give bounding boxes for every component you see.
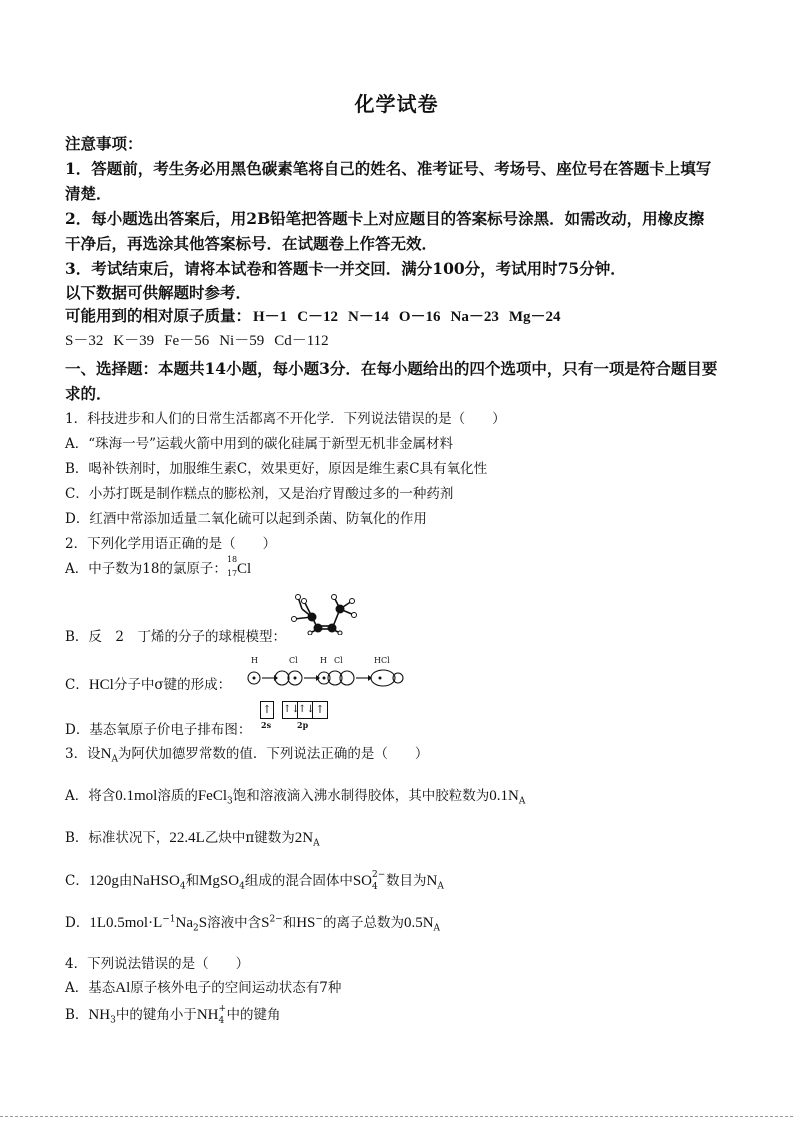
- quantity: 22.4L: [169, 830, 205, 846]
- subscript: A: [437, 881, 444, 892]
- atomic-mass: Fe－56: [164, 333, 210, 349]
- atom-label: Cl: [334, 656, 343, 665]
- text: A．基态: [65, 980, 116, 996]
- stem-text: 3．设: [65, 746, 101, 762]
- question-4-option-b: [65, 1003, 281, 1026]
- subscript: 4: [239, 881, 245, 892]
- formula: S: [261, 915, 270, 931]
- note-line: 2．每小题选出答案后，用2B铅笔把答题卡上对应题目的答案标号涂黑．如需改动，用橡皮擦: [65, 209, 705, 228]
- question-3-option-b: [65, 826, 320, 849]
- atomic-mass: K－39: [113, 333, 155, 349]
- atomic-mass: N－14: [348, 309, 389, 325]
- section-heading: 求的．: [65, 384, 112, 403]
- subscript: 3: [110, 1015, 116, 1026]
- page-title: 化学试卷: [354, 92, 439, 116]
- subscript: 2: [193, 923, 199, 934]
- text: 组成的混合固体中: [244, 873, 353, 889]
- formula: MgSO: [199, 873, 240, 889]
- atomic-mass-label: 可能用到的相对原子质量：: [65, 306, 252, 325]
- atom-label: HCl: [374, 656, 390, 665]
- sublevel-label: 2s: [261, 720, 272, 730]
- text: 由: [118, 873, 133, 889]
- question-2-option-a: [65, 557, 251, 579]
- text: D．: [65, 915, 90, 931]
- stem-text: 为阿伏加德罗常数的值．下列说法正确的是（ ）: [117, 746, 429, 762]
- orbital-box-2p: ↑↓: [297, 701, 313, 719]
- text: 和: [282, 915, 297, 931]
- mass-number: 18: [226, 555, 238, 564]
- note-line: 3．考试结束后，请将本试卷和答题卡一并交回．满分100分，考试用时75分钟．: [65, 259, 626, 278]
- subscript: 3: [227, 796, 233, 807]
- subscript: 4: [218, 1016, 225, 1026]
- ion-script: [219, 1006, 227, 1024]
- question-1-stem: 1．科技进步和人们的日常生活都离不开化学．下列说法错误的是（ ）: [65, 411, 506, 427]
- question-3-stem: [65, 742, 428, 765]
- text: 溶质的: [157, 788, 198, 804]
- question-4-stem: 4．下列说法错误的是（ ）: [65, 956, 250, 972]
- superscript: 2−: [269, 914, 283, 925]
- subscript: A: [313, 838, 320, 849]
- question-1-option-c: C．小苏打既是制作糕点的膨松剂，又是治疗胃酸过多的一种药剂: [65, 486, 454, 502]
- orbital-box-2p: ↑↓: [282, 701, 298, 719]
- text: B．: [65, 1007, 89, 1023]
- atomic-mass: Ni－59: [219, 333, 265, 349]
- quantity: 0.1N: [489, 788, 519, 804]
- option-text: A．中子数为18的氯原子：: [65, 561, 227, 577]
- atomic-mass: O－16: [398, 309, 441, 325]
- option-label: C．: [65, 677, 89, 693]
- superscript: −1: [162, 914, 176, 925]
- atomic-mass: Mg－24: [508, 309, 561, 325]
- avogadro-symbol: N: [100, 746, 112, 762]
- text: 饱和溶液滴入沸水制得胶体，其中胶粒数为: [232, 788, 490, 804]
- text: 溶液中含: [207, 915, 262, 931]
- page-bottom-divider: [0, 1116, 793, 1117]
- question-2-option-d: D．基态氧原子价电子排布图：: [65, 722, 252, 738]
- atomic-mass: S－32: [65, 333, 104, 349]
- formula: NH: [88, 1007, 111, 1023]
- isotope-notation: [226, 555, 238, 579]
- text: 原子核外电子的空间运动状态有7种: [130, 980, 342, 996]
- note-line: 干净后，再选涂其他答案标号．在试题卷上作答无效．: [65, 234, 438, 253]
- subscript: A: [111, 754, 118, 765]
- formula: HCl: [88, 677, 114, 693]
- orbital-overlap-svg: [246, 666, 406, 690]
- question-4-option-a: [65, 976, 341, 997]
- atomic-mass: C－12: [297, 309, 339, 325]
- atomic-mass: Cd－112: [274, 333, 329, 349]
- atomic-mass: Na－23: [450, 309, 499, 325]
- atom-label: H: [320, 656, 327, 665]
- subscript: A: [518, 796, 526, 807]
- orbital-box-2s: ↑: [260, 701, 274, 719]
- text: A．将含: [65, 788, 116, 804]
- ion-script: [372, 872, 386, 890]
- text: 的离子总数为: [322, 915, 404, 931]
- superscript: −: [315, 914, 323, 925]
- subscript: 4: [179, 881, 186, 892]
- text: 数目为: [386, 873, 427, 889]
- element-symbol: Cl: [236, 561, 252, 577]
- atom-label: Cl: [289, 656, 298, 665]
- note-line: 1．答题前，考生务必用黑色碳素笔将自己的姓名、准考证号、考场号、座位号在答题卡上填写: [65, 159, 712, 178]
- sublevel-label: 2p: [297, 720, 309, 730]
- text: B．标准状况下，: [65, 830, 170, 846]
- trans-2-butene-ball-stick-model: [288, 593, 360, 635]
- question-3-option-c: [65, 869, 444, 892]
- question-1-option-d: D．红酒中常添加适量二氧化硫可以起到杀菌、防氧化的作用: [65, 511, 427, 527]
- formula: S: [198, 915, 208, 931]
- atomic-mass-line-2: [65, 329, 339, 350]
- option-text: 分子中σ键的形成：: [113, 677, 232, 693]
- formula: Na: [175, 915, 194, 931]
- atom-label: H: [251, 656, 258, 665]
- notes-heading: 注意事项：: [65, 134, 143, 153]
- oxygen-orbital-diagram: [258, 701, 338, 733]
- text: 和: [185, 873, 200, 889]
- sigma-bond-formation-diagram: [246, 656, 406, 692]
- text: 中的键角小于: [115, 1007, 197, 1023]
- question-3-option-a: [65, 784, 525, 807]
- text: C．: [65, 873, 89, 889]
- section-heading: 一、选择题：本题共14小题，每小题3分．在每小题给出的四个选项中，只有一项是符合题目要: [65, 359, 718, 378]
- note-line: 清楚．: [65, 184, 112, 203]
- atomic-mass-line-1: [65, 304, 571, 326]
- question-3-option-d: [65, 911, 440, 934]
- subscript: 4: [372, 882, 378, 892]
- data-reference-line: 以下数据可供解题时参考．: [65, 283, 252, 302]
- question-1-option-b: B．喝补铁剂时，加服维生素C，效果更好，原因是维生素C具有氧化性: [65, 461, 488, 477]
- quantity: 120g: [88, 873, 119, 889]
- question-2-stem: 2．下列化学用语正确的是（ ）: [65, 536, 277, 552]
- formula: HS: [296, 915, 316, 931]
- quantity: 1L0.5mol·L: [89, 915, 163, 931]
- text: 中的键角: [226, 1007, 281, 1023]
- question-2-option-c: [65, 673, 231, 694]
- formula: N: [426, 873, 438, 889]
- formula: FeCl: [197, 788, 228, 804]
- quantity: 0.5N: [403, 915, 434, 931]
- question-1-option-a: A．“珠海一号”运载火箭中用到的碳化硅属于新型无机非金属材料: [65, 436, 454, 452]
- orbital-box-2p: ↑: [312, 701, 328, 719]
- element-symbol: Al: [115, 980, 131, 996]
- atomic-number: 17: [226, 569, 238, 578]
- text: 乙炔中π键数为: [204, 830, 295, 846]
- quantity: 0.1mol: [115, 788, 158, 804]
- formula: SO: [352, 873, 373, 889]
- subscript: A: [433, 923, 441, 934]
- quantity: 2N: [294, 830, 314, 846]
- formula: NH: [196, 1007, 219, 1023]
- atomic-mass: H－1: [253, 309, 288, 325]
- formula: NaHSO: [132, 873, 180, 889]
- charge: 2−: [372, 870, 386, 880]
- charge: +: [218, 1004, 227, 1014]
- question-2-option-b: B．反 2 丁烯的分子的球棍模型：: [65, 629, 287, 645]
